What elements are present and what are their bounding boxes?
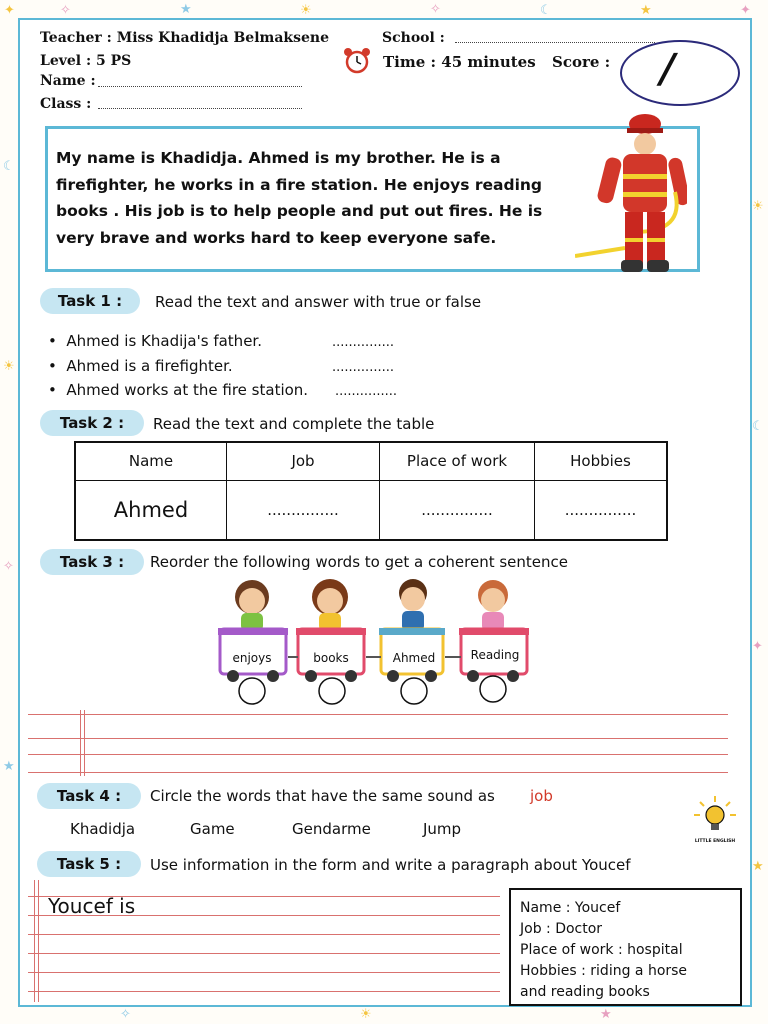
task4-target-word: job [530, 787, 553, 805]
task1-instruction: Read the text and answer with true or false [155, 293, 482, 311]
task1-item-text: Ahmed works at the fire station. [66, 381, 309, 399]
star-icon: ★ [600, 1007, 612, 1022]
score-oval[interactable] [620, 40, 740, 106]
table-header-cell: Name [75, 442, 227, 480]
task5-instruction: Use information in the form and write a paragraph about Youcef [150, 856, 631, 874]
task1-label: Task 1 : [40, 288, 140, 314]
moon-icon: ☾ [540, 3, 552, 18]
score-label: Score : [552, 53, 611, 71]
word-card-enjoys[interactable]: enjoys [232, 651, 272, 665]
star-icon: ★ [180, 2, 192, 17]
star-icon: ★ [3, 759, 15, 774]
youcef-info-card [509, 888, 742, 1006]
task5-start-text: Youcef is [48, 894, 136, 918]
child-figure [478, 580, 508, 631]
child-figure [235, 580, 269, 631]
star-icon: ✦ [752, 639, 763, 654]
task1-item-1: • Ahmed is Khadija's father. [48, 332, 262, 350]
task1-item-2: • Ahmed is a firefighter. [48, 357, 233, 375]
task4-word-game[interactable]: Game [190, 820, 235, 838]
task1-item-text: Ahmed is a firefighter. [66, 357, 233, 375]
table-cell-blank[interactable]: ............... [227, 480, 380, 540]
info-line: and reading books [520, 984, 650, 1000]
sun-icon: ☀ [3, 359, 15, 374]
class-label: Class : [40, 96, 92, 112]
class-field[interactable] [98, 108, 302, 109]
star-icon: ★ [752, 859, 764, 874]
star-icon: ✦ [740, 3, 751, 18]
info-line: Hobbies : riding a horse [520, 963, 688, 979]
task5-label: Task 5 : [37, 851, 141, 877]
task3-writing-lines[interactable] [28, 710, 728, 776]
task4-word-khadidja[interactable]: Khadidja [70, 820, 136, 838]
moon-icon: ☾ [3, 159, 15, 174]
star-icon: ✦ [4, 3, 15, 18]
table-header-cell: Hobbies [535, 442, 668, 480]
passage-text: My name is Khadidja. Ahmed is my brother. He is a firefighter, he works in a fire station. He enjoys reading books . His job is to help people and put out fires. He is very brave and works hard to keep everyone safe. [56, 149, 543, 247]
moon-icon: ☾ [752, 419, 764, 434]
star-icon: ★ [640, 3, 652, 18]
task4-label: Task 4 : [37, 783, 141, 809]
name-field[interactable] [98, 86, 302, 87]
word-card-ahmed[interactable]: Ahmed [392, 651, 436, 665]
word-card-reading[interactable]: Reading [470, 648, 520, 662]
logo-text: LITTLE ENGLISH [694, 839, 736, 844]
sun-icon: ☀ [752, 199, 764, 214]
level-label: Level : 5 PS [40, 53, 132, 69]
task3-instruction: Reorder the following words to get a coherent sentence [150, 553, 568, 571]
task4-word-gendarme[interactable]: Gendarme [292, 820, 371, 838]
time-label: Time : 45 minutes [383, 53, 536, 71]
school-field[interactable] [455, 42, 655, 43]
alarm-clock-icon [341, 46, 373, 74]
task1-item-text: Ahmed is Khadija's father. [66, 332, 262, 350]
task2-instruction: Read the text and complete the table [153, 415, 435, 433]
name-label: Name : [40, 73, 96, 89]
task1-answer-blank[interactable]: ............... [332, 335, 394, 350]
table-cell-name: Ahmed [75, 480, 227, 540]
info-line: Job : Doctor [520, 921, 603, 937]
star-icon: ✧ [60, 3, 71, 18]
score-value: / [655, 46, 680, 92]
firefighter-illustration [575, 112, 687, 274]
child-figure [312, 579, 348, 631]
table-cell-blank[interactable]: ............... [535, 480, 668, 540]
task1-item-3: • Ahmed works at the fire station. [48, 381, 309, 399]
table-header-cell: Job [227, 442, 380, 480]
info-line: Place of work : hospital [520, 942, 683, 958]
info-line: Name : Youcef [520, 900, 621, 916]
task3-label: Task 3 : [40, 549, 144, 575]
child-figure [399, 579, 427, 631]
table-header-row [75, 442, 667, 480]
star-icon: ✧ [120, 1007, 131, 1022]
star-icon: ✧ [3, 559, 14, 574]
task2-label: Task 2 : [40, 410, 144, 436]
table-header-cell: Place of work [380, 442, 535, 480]
task4-instruction: Circle the words that have the same sound as [150, 787, 495, 805]
sun-icon: ☀ [300, 3, 312, 18]
task4-word-jump[interactable]: Jump [423, 820, 462, 838]
school-label: School : [382, 30, 445, 46]
task1-answer-blank[interactable]: ............... [332, 360, 394, 375]
little-english-logo [692, 795, 738, 847]
table-cell-blank[interactable]: ............... [380, 480, 535, 540]
teacher-label: Teacher : Miss Khadidja Belmaksene [40, 30, 329, 46]
task1-answer-blank[interactable]: ............... [335, 384, 397, 399]
word-train-illustration [215, 575, 535, 710]
word-card-books[interactable]: books [313, 651, 349, 665]
task2-table [74, 441, 668, 541]
sun-icon: ☀ [360, 1007, 372, 1022]
table-row [75, 480, 667, 540]
star-icon: ✧ [430, 2, 441, 17]
